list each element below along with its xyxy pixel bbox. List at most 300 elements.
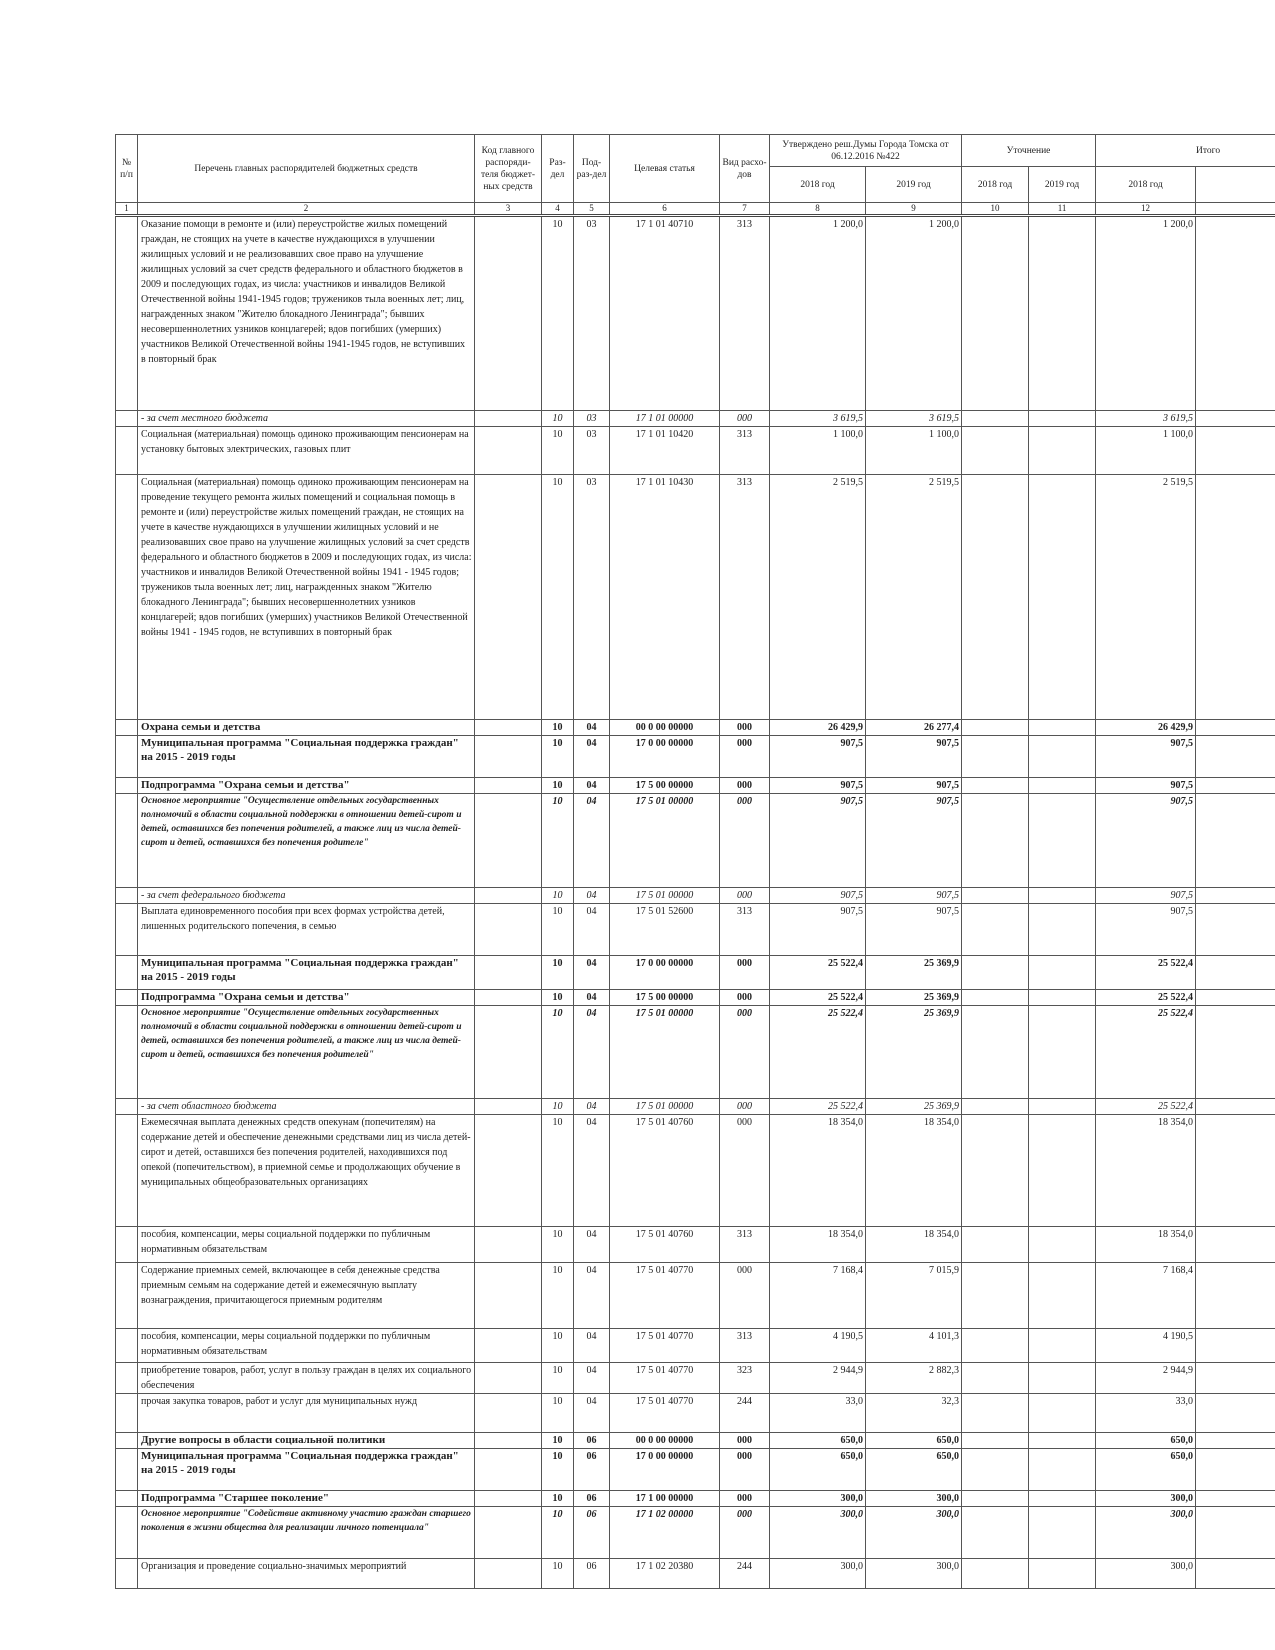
row-approved-2018-cell: 300,0 <box>770 1559 866 1589</box>
row-name-cell: Выплата единовременного пособия при всех формах устройства детей, лишенных родительского попечения, в семью <box>138 904 475 956</box>
row-total-2019-cell <box>1196 956 1275 990</box>
row-clarification-2019-cell <box>1029 1115 1096 1227</box>
col-approved-header: Утверждено реш.Думы Города Томска от 06.12.2016 №422 <box>770 135 962 167</box>
row-razdel-cell: 10 <box>542 1394 574 1433</box>
table-row <box>116 1227 1275 1263</box>
col-num-header: № п/п <box>116 135 138 203</box>
row-clarification-2019-cell <box>1029 1394 1096 1433</box>
row-code-cell <box>475 1329 542 1363</box>
row-clarification-2018-cell <box>962 1507 1029 1559</box>
col-number: 1 <box>116 203 138 216</box>
row-target-cell: 17 1 01 10420 <box>610 427 720 475</box>
clarification-2018-header: 2018 год <box>962 167 1029 203</box>
row-clarification-2019-cell <box>1029 1363 1096 1394</box>
row-name-cell: приобретение товаров, работ, услуг в пользу граждан в целях их социального обеспечения <box>138 1363 475 1394</box>
row-name-cell: Подпрограмма "Старшее поколение" <box>138 1491 475 1507</box>
row-approved-2018-cell: 650,0 <box>770 1433 866 1449</box>
budget-table-sheet <box>115 134 1275 1650</box>
row-approved-2019-cell: 907,5 <box>866 888 962 904</box>
col-code-header: Код главного распоряди-теля бюджет-ных средств <box>475 135 542 203</box>
row-total-2019-cell <box>1196 427 1275 475</box>
row-number-cell <box>116 736 138 778</box>
row-target-cell: 17 1 02 20380 <box>610 1559 720 1589</box>
table-row <box>116 1099 1275 1115</box>
row-clarification-2018-cell <box>962 216 1029 411</box>
row-razdel-cell: 10 <box>542 990 574 1006</box>
row-podrazdel-cell: 04 <box>574 736 610 778</box>
row-vid-cell: 000 <box>720 888 770 904</box>
col-podrazdel-header: Под-раз-дел <box>574 135 610 203</box>
row-approved-2018-cell: 1 100,0 <box>770 427 866 475</box>
row-clarification-2018-cell <box>962 1491 1029 1507</box>
row-clarification-2018-cell <box>962 1006 1029 1099</box>
row-total-2019-cell <box>1196 794 1275 888</box>
table-row <box>116 956 1275 990</box>
row-razdel-cell: 10 <box>542 1099 574 1115</box>
row-podrazdel-cell: 04 <box>574 1394 610 1433</box>
row-approved-2018-cell: 1 200,0 <box>770 216 866 411</box>
table-row <box>116 990 1275 1006</box>
row-target-cell: 17 5 00 00000 <box>610 990 720 1006</box>
row-code-cell <box>475 904 542 956</box>
row-name-cell: Муниципальная программа "Социальная поддержка граждан" на 2015 - 2019 годы <box>138 956 475 990</box>
row-podrazdel-cell: 04 <box>574 1263 610 1329</box>
row-vid-cell: 000 <box>720 956 770 990</box>
row-target-cell: 17 5 01 52600 <box>610 904 720 956</box>
table-row <box>116 720 1275 736</box>
col-target-header: Целевая статья <box>610 135 720 203</box>
row-approved-2019-cell: 4 101,3 <box>866 1329 962 1363</box>
row-clarification-2019-cell <box>1029 990 1096 1006</box>
row-approved-2018-cell: 2 519,5 <box>770 475 866 720</box>
row-podrazdel-cell: 06 <box>574 1491 610 1507</box>
row-total-2018-cell: 907,5 <box>1096 736 1196 778</box>
row-clarification-2018-cell <box>962 778 1029 794</box>
row-total-2018-cell: 18 354,0 <box>1096 1227 1196 1263</box>
row-total-2019-cell <box>1196 1115 1275 1227</box>
row-name-cell: Основное мероприятие "Осуществление отдельных государственных полномочий в области социальной поддержки в отношении детей-сирот и детей, оставшихся без попечения родителей, а также лиц из числа детей-сирот и детей, оставшихся без попечения родителе" <box>138 794 475 888</box>
row-target-cell: 17 5 01 00000 <box>610 794 720 888</box>
row-total-2019-cell <box>1196 990 1275 1006</box>
row-name-cell: Подпрограмма "Охрана семьи и детства" <box>138 778 475 794</box>
row-approved-2019-cell: 907,5 <box>866 778 962 794</box>
row-clarification-2019-cell <box>1029 1559 1096 1589</box>
row-vid-cell: 000 <box>720 1099 770 1115</box>
row-total-2019-cell <box>1196 888 1275 904</box>
table-row <box>116 475 1275 720</box>
col-number: 5 <box>574 203 610 216</box>
row-target-cell: 00 0 00 00000 <box>610 720 720 736</box>
row-target-cell: 17 5 01 40770 <box>610 1263 720 1329</box>
row-target-cell: 17 0 00 00000 <box>610 1449 720 1491</box>
row-code-cell <box>475 778 542 794</box>
row-razdel-cell: 10 <box>542 956 574 990</box>
row-clarification-2018-cell <box>962 1115 1029 1227</box>
row-total-2019-cell <box>1196 1559 1275 1589</box>
row-code-cell <box>475 794 542 888</box>
row-clarification-2019-cell <box>1029 411 1096 427</box>
approved-2018-header: 2018 год <box>770 167 866 203</box>
row-approved-2018-cell: 907,5 <box>770 736 866 778</box>
row-razdel-cell: 10 <box>542 1449 574 1491</box>
row-podrazdel-cell: 03 <box>574 475 610 720</box>
row-clarification-2018-cell <box>962 1329 1029 1363</box>
row-name-cell: Оказание помощи в ремонте и (или) переустройстве жилых помещений граждан, не стоящих на учете в качестве нуждающихся в улучшении жилищных условий и не реализовавших свое право на улучшение жилищных условий за счет средств федерального и областного бюджетов в 2009 и последующих годах, из числа: участников и инвалидов Великой Отечественной войны 1941-1945 годов; тружеников тыла военных лет; лиц, награжденных знаком "Жителю блокадного Ленинграда"; бывших несовершеннолетних узников концлагерей; вдов погибших (умерших) участников Великой Отечественной войны 1941-1945 годов, не вступивших в повторный брак <box>138 216 475 411</box>
table-row <box>116 794 1275 888</box>
table-row <box>116 904 1275 956</box>
row-code-cell <box>475 1559 542 1589</box>
row-razdel-cell: 10 <box>542 736 574 778</box>
row-approved-2019-cell: 7 015,9 <box>866 1263 962 1329</box>
table-row <box>116 1449 1275 1491</box>
row-approved-2018-cell: 18 354,0 <box>770 1227 866 1263</box>
col-number: 6 <box>610 203 720 216</box>
row-podrazdel-cell: 04 <box>574 1329 610 1363</box>
col-number <box>1196 203 1275 216</box>
row-approved-2019-cell: 300,0 <box>866 1491 962 1507</box>
table-body <box>116 216 1275 1589</box>
col-vid-header: Вид расхо-дов <box>720 135 770 203</box>
row-clarification-2019-cell <box>1029 1006 1096 1099</box>
row-target-cell: 17 1 02 00000 <box>610 1507 720 1559</box>
col-number: 4 <box>542 203 574 216</box>
row-approved-2019-cell: 25 369,9 <box>866 990 962 1006</box>
row-vid-cell: 313 <box>720 427 770 475</box>
row-number-cell <box>116 888 138 904</box>
row-approved-2019-cell: 1 100,0 <box>866 427 962 475</box>
row-name-cell: - за счет федерального бюджета <box>138 888 475 904</box>
row-clarification-2018-cell <box>962 1227 1029 1263</box>
table-row <box>116 1491 1275 1507</box>
row-clarification-2018-cell <box>962 427 1029 475</box>
row-code-cell <box>475 720 542 736</box>
row-code-cell <box>475 956 542 990</box>
row-vid-cell: 313 <box>720 904 770 956</box>
row-vid-cell: 000 <box>720 778 770 794</box>
row-name-cell: Охрана семьи и детства <box>138 720 475 736</box>
row-podrazdel-cell: 04 <box>574 1227 610 1263</box>
row-vid-cell: 000 <box>720 1491 770 1507</box>
row-total-2018-cell: 300,0 <box>1096 1507 1196 1559</box>
row-target-cell: 17 1 01 40710 <box>610 216 720 411</box>
row-code-cell <box>475 1227 542 1263</box>
row-code-cell <box>475 411 542 427</box>
table-row <box>116 1394 1275 1433</box>
row-number-cell <box>116 794 138 888</box>
row-total-2019-cell <box>1196 1394 1275 1433</box>
row-vid-cell: 313 <box>720 1227 770 1263</box>
row-target-cell: 17 5 01 00000 <box>610 1099 720 1115</box>
row-name-cell: Социальная (материальная) помощь одиноко проживающим пенсионерам на проведение текущего ремонта жилых помещений и социальная помощь в ремонте и (или) переустройстве жилых помещений граждан, не стоящих на учете в качестве нуждающихся в улучшении жилищных условий и не реализовавших свое право на улучшение жилищных условий за счет средств федерального и областного бюджетов в 2009 и последующих годах, из числа: участников и инвалидов Великой Отечественной войны 1941 - 1945 годов; тружеников тыла военных лет; лиц, награжденных знаком "Жителю блокадного Ленинграда"; бывших несовершеннолетних узников концлагерей; вдов погибших (умерших) участников Великой Отечественной войны 1941 - 1945 годов, не вступивших в повторный брак <box>138 475 475 720</box>
row-code-cell <box>475 475 542 720</box>
row-total-2019-cell <box>1196 904 1275 956</box>
total-2019-header <box>1196 167 1275 203</box>
row-clarification-2019-cell <box>1029 778 1096 794</box>
row-podrazdel-cell: 04 <box>574 956 610 990</box>
col-number: 3 <box>475 203 542 216</box>
row-number-cell <box>116 956 138 990</box>
row-clarification-2019-cell <box>1029 1491 1096 1507</box>
row-total-2019-cell <box>1196 1433 1275 1449</box>
row-clarification-2018-cell <box>962 904 1029 956</box>
col-total-header: Итого <box>1096 135 1275 167</box>
row-clarification-2018-cell <box>962 736 1029 778</box>
row-clarification-2019-cell <box>1029 1329 1096 1363</box>
row-clarification-2019-cell <box>1029 720 1096 736</box>
table-row <box>116 1507 1275 1559</box>
row-vid-cell: 244 <box>720 1559 770 1589</box>
column-number-row <box>116 203 1275 216</box>
row-code-cell <box>475 1263 542 1329</box>
row-total-2018-cell: 907,5 <box>1096 904 1196 956</box>
row-approved-2019-cell: 907,5 <box>866 904 962 956</box>
row-podrazdel-cell: 06 <box>574 1433 610 1449</box>
table-row <box>116 1115 1275 1227</box>
row-total-2019-cell <box>1196 1329 1275 1363</box>
row-total-2018-cell: 25 522,4 <box>1096 1099 1196 1115</box>
table-row <box>116 1263 1275 1329</box>
row-approved-2019-cell: 32,3 <box>866 1394 962 1433</box>
row-approved-2018-cell: 33,0 <box>770 1394 866 1433</box>
row-total-2018-cell: 2 944,9 <box>1096 1363 1196 1394</box>
row-razdel-cell: 10 <box>542 778 574 794</box>
row-name-cell: пособия, компенсации, меры социальной поддержки по публичным нормативным обязательствам <box>138 1227 475 1263</box>
row-total-2018-cell: 300,0 <box>1096 1559 1196 1589</box>
row-number-cell <box>116 904 138 956</box>
row-number-cell <box>116 1227 138 1263</box>
row-approved-2018-cell: 25 522,4 <box>770 1006 866 1099</box>
row-total-2018-cell: 1 100,0 <box>1096 427 1196 475</box>
row-clarification-2018-cell <box>962 990 1029 1006</box>
row-target-cell: 17 5 01 40760 <box>610 1227 720 1263</box>
row-approved-2018-cell: 3 619,5 <box>770 411 866 427</box>
row-approved-2019-cell: 26 277,4 <box>866 720 962 736</box>
row-approved-2018-cell: 7 168,4 <box>770 1263 866 1329</box>
row-total-2018-cell: 4 190,5 <box>1096 1329 1196 1363</box>
row-number-cell <box>116 1559 138 1589</box>
row-code-cell <box>475 736 542 778</box>
row-total-2019-cell <box>1196 1099 1275 1115</box>
row-total-2018-cell: 907,5 <box>1096 888 1196 904</box>
row-total-2019-cell <box>1196 778 1275 794</box>
row-approved-2018-cell: 907,5 <box>770 778 866 794</box>
row-razdel-cell: 10 <box>542 720 574 736</box>
col-number: 12 <box>1096 203 1196 216</box>
row-approved-2018-cell: 300,0 <box>770 1507 866 1559</box>
row-approved-2019-cell: 300,0 <box>866 1507 962 1559</box>
row-name-cell: Муниципальная программа "Социальная поддержка граждан" на 2015 - 2019 годы <box>138 736 475 778</box>
row-total-2018-cell: 907,5 <box>1096 778 1196 794</box>
row-code-cell <box>475 1507 542 1559</box>
row-code-cell <box>475 1394 542 1433</box>
row-total-2018-cell: 650,0 <box>1096 1449 1196 1491</box>
row-vid-cell: 000 <box>720 794 770 888</box>
row-total-2019-cell <box>1196 1006 1275 1099</box>
row-total-2019-cell <box>1196 1363 1275 1394</box>
col-number: 2 <box>138 203 475 216</box>
row-number-cell <box>116 427 138 475</box>
row-total-2019-cell <box>1196 475 1275 720</box>
row-number-cell <box>116 1507 138 1559</box>
row-total-2019-cell <box>1196 1263 1275 1329</box>
row-podrazdel-cell: 04 <box>574 794 610 888</box>
row-vid-cell: 000 <box>720 720 770 736</box>
row-total-2018-cell: 7 168,4 <box>1096 1263 1196 1329</box>
row-number-cell <box>116 1363 138 1394</box>
row-podrazdel-cell: 06 <box>574 1449 610 1491</box>
row-vid-cell: 000 <box>720 1263 770 1329</box>
row-podrazdel-cell: 04 <box>574 1363 610 1394</box>
row-razdel-cell: 10 <box>542 1559 574 1589</box>
row-vid-cell: 000 <box>720 1507 770 1559</box>
row-name-cell: прочая закупка товаров, работ и услуг для муниципальных нужд <box>138 1394 475 1433</box>
row-code-cell <box>475 1449 542 1491</box>
row-razdel-cell: 10 <box>542 1491 574 1507</box>
row-razdel-cell: 10 <box>542 1115 574 1227</box>
row-podrazdel-cell: 03 <box>574 411 610 427</box>
row-target-cell: 17 5 01 00000 <box>610 888 720 904</box>
row-clarification-2018-cell <box>962 888 1029 904</box>
row-name-cell: Содержание приемных семей, включающее в себя денежные средства приемным семьям на содержание детей и ежемесячную выплату вознаграждения, причитающегося приемным родителям <box>138 1263 475 1329</box>
row-number-cell <box>116 411 138 427</box>
row-approved-2018-cell: 650,0 <box>770 1449 866 1491</box>
row-approved-2018-cell: 4 190,5 <box>770 1329 866 1363</box>
table-row <box>116 736 1275 778</box>
col-number: 11 <box>1029 203 1096 216</box>
row-total-2018-cell: 907,5 <box>1096 794 1196 888</box>
row-razdel-cell: 10 <box>542 427 574 475</box>
row-razdel-cell: 10 <box>542 904 574 956</box>
row-target-cell: 17 5 01 40770 <box>610 1363 720 1394</box>
row-number-cell <box>116 1115 138 1227</box>
row-approved-2019-cell: 300,0 <box>866 1559 962 1589</box>
row-razdel-cell: 10 <box>542 1329 574 1363</box>
row-razdel-cell: 10 <box>542 1363 574 1394</box>
row-clarification-2019-cell <box>1029 475 1096 720</box>
row-vid-cell: 000 <box>720 1449 770 1491</box>
row-podrazdel-cell: 04 <box>574 1099 610 1115</box>
row-vid-cell: 000 <box>720 1433 770 1449</box>
row-target-cell: 17 5 01 40770 <box>610 1394 720 1433</box>
row-total-2018-cell: 33,0 <box>1096 1394 1196 1433</box>
row-approved-2018-cell: 18 354,0 <box>770 1115 866 1227</box>
row-approved-2019-cell: 650,0 <box>866 1449 962 1491</box>
row-razdel-cell: 10 <box>542 1006 574 1099</box>
row-vid-cell: 000 <box>720 990 770 1006</box>
row-number-cell <box>116 1329 138 1363</box>
row-number-cell <box>116 1006 138 1099</box>
col-number: 10 <box>962 203 1029 216</box>
row-clarification-2019-cell <box>1029 1227 1096 1263</box>
row-podrazdel-cell: 04 <box>574 990 610 1006</box>
row-vid-cell: 313 <box>720 475 770 720</box>
row-vid-cell: 313 <box>720 216 770 411</box>
row-total-2019-cell <box>1196 1507 1275 1559</box>
table-row <box>116 1329 1275 1363</box>
row-approved-2019-cell: 2 882,3 <box>866 1363 962 1394</box>
row-approved-2019-cell: 25 369,9 <box>866 1006 962 1099</box>
row-vid-cell: 000 <box>720 736 770 778</box>
row-target-cell: 17 5 01 00000 <box>610 1006 720 1099</box>
row-approved-2019-cell: 3 619,5 <box>866 411 962 427</box>
row-code-cell <box>475 1115 542 1227</box>
row-approved-2019-cell: 650,0 <box>866 1433 962 1449</box>
row-vid-cell: 244 <box>720 1394 770 1433</box>
row-approved-2018-cell: 907,5 <box>770 904 866 956</box>
row-approved-2019-cell: 907,5 <box>866 794 962 888</box>
row-clarification-2018-cell <box>962 1099 1029 1115</box>
row-total-2018-cell: 3 619,5 <box>1096 411 1196 427</box>
row-podrazdel-cell: 04 <box>574 1006 610 1099</box>
row-podrazdel-cell: 06 <box>574 1507 610 1559</box>
row-number-cell <box>116 1449 138 1491</box>
row-code-cell <box>475 990 542 1006</box>
row-podrazdel-cell: 04 <box>574 778 610 794</box>
row-number-cell <box>116 1099 138 1115</box>
row-approved-2019-cell: 1 200,0 <box>866 216 962 411</box>
row-total-2018-cell: 26 429,9 <box>1096 720 1196 736</box>
row-razdel-cell: 10 <box>542 475 574 720</box>
row-approved-2018-cell: 2 944,9 <box>770 1363 866 1394</box>
row-podrazdel-cell: 03 <box>574 216 610 411</box>
row-clarification-2019-cell <box>1029 888 1096 904</box>
row-code-cell <box>475 216 542 411</box>
table-row <box>116 1559 1275 1589</box>
row-clarification-2019-cell <box>1029 1507 1096 1559</box>
row-razdel-cell: 10 <box>542 1433 574 1449</box>
row-name-cell: Муниципальная программа "Социальная поддержка граждан" на 2015 - 2019 годы <box>138 1449 475 1491</box>
row-name-cell: Подпрограмма "Охрана семьи и детства" <box>138 990 475 1006</box>
budget-table <box>115 134 1275 1589</box>
row-clarification-2018-cell <box>962 1433 1029 1449</box>
row-podrazdel-cell: 04 <box>574 888 610 904</box>
row-approved-2019-cell: 18 354,0 <box>866 1115 962 1227</box>
row-total-2018-cell: 300,0 <box>1096 1491 1196 1507</box>
row-total-2018-cell: 650,0 <box>1096 1433 1196 1449</box>
row-clarification-2018-cell <box>962 794 1029 888</box>
row-approved-2019-cell: 907,5 <box>866 736 962 778</box>
row-podrazdel-cell: 03 <box>574 427 610 475</box>
row-approved-2018-cell: 26 429,9 <box>770 720 866 736</box>
row-target-cell: 17 1 01 00000 <box>610 411 720 427</box>
row-total-2019-cell <box>1196 736 1275 778</box>
table-row <box>116 1433 1275 1449</box>
row-total-2019-cell <box>1196 720 1275 736</box>
row-total-2019-cell <box>1196 216 1275 411</box>
row-clarification-2018-cell <box>962 475 1029 720</box>
table-row <box>116 888 1275 904</box>
approved-2019-header: 2019 год <box>866 167 962 203</box>
row-total-2018-cell: 25 522,4 <box>1096 990 1196 1006</box>
row-target-cell: 17 5 00 00000 <box>610 778 720 794</box>
row-approved-2018-cell: 25 522,4 <box>770 1099 866 1115</box>
col-clarification-header: Уточнение <box>962 135 1096 167</box>
row-approved-2019-cell: 25 369,9 <box>866 1099 962 1115</box>
row-name-cell: Основное мероприятие "Осуществление отдельных государственных полномочий в области социальной поддержки в отношении детей-сирот и детей, оставшихся без попечения родителей, а также лиц из числа детей-сирот и детей, оставшихся без попечения родителей" <box>138 1006 475 1099</box>
row-clarification-2019-cell <box>1029 904 1096 956</box>
row-name-cell: Организация и проведение социально-значимых мероприятий <box>138 1559 475 1589</box>
row-clarification-2018-cell <box>962 720 1029 736</box>
row-total-2018-cell: 2 519,5 <box>1096 475 1196 720</box>
col-number: 9 <box>866 203 962 216</box>
row-total-2018-cell: 25 522,4 <box>1096 1006 1196 1099</box>
row-clarification-2018-cell <box>962 1363 1029 1394</box>
row-clarification-2019-cell <box>1029 1099 1096 1115</box>
row-name-cell: Социальная (материальная) помощь одиноко проживающим пенсионерам на установку бытовых электрических, газовых плит <box>138 427 475 475</box>
row-clarification-2019-cell <box>1029 427 1096 475</box>
row-razdel-cell: 10 <box>542 888 574 904</box>
row-number-cell <box>116 216 138 411</box>
